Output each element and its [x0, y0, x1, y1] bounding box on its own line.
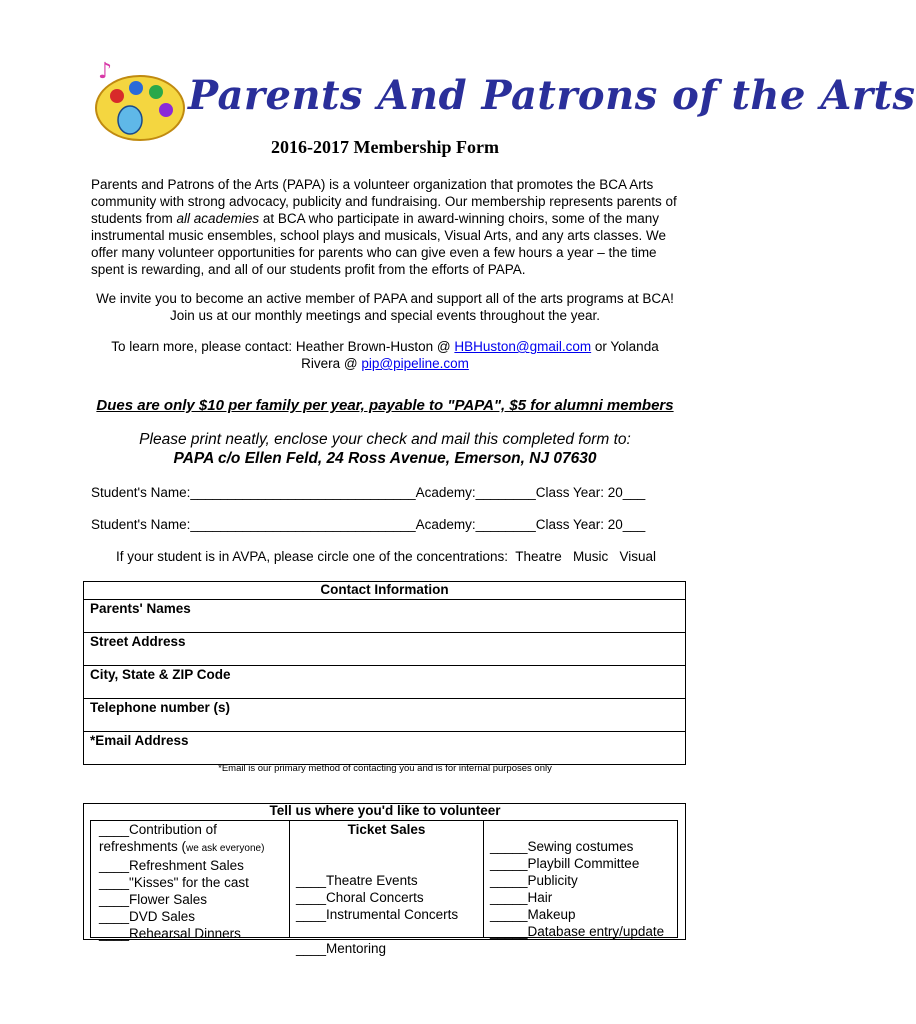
contact-table — [83, 581, 686, 765]
volunteer-item — [290, 838, 483, 855]
volunteer-item[interactable]: ____Theatre Events — [296, 873, 418, 888]
invite-line-2: Join us at our monthly meetings and special events throughout the year. — [169, 308, 600, 323]
volunteer-item[interactable]: _____Hair — [490, 890, 553, 905]
form-title: 2016-2017 Membership Form — [271, 137, 499, 157]
contact-line-1 — [60, 338, 710, 355]
student-name-line-2[interactable]: Student's Name:______________________________Academy:________Class Year: 20___ — [91, 517, 646, 532]
svg-text:♪: ♪ — [98, 59, 113, 84]
avpa-concentration-line: If your student is in AVPA, please circle one of the concentrations: Theatre Music Visual — [116, 549, 657, 564]
intro-part1: Parents and Patrons of the Arts (PAPA) is a volunteer organization that promotes the BCA Arts community with strong advocacy, publicity and fundraising. Our membership represents parents of students from — [91, 177, 677, 226]
volunteer-item[interactable]: ____Rehearsal Dinners — [99, 926, 241, 941]
papa-logo — [92, 58, 916, 146]
logo-text: Parents And Patrons of the Arts — [188, 72, 916, 119]
volunteer-item[interactable]: _____Publicity — [490, 873, 578, 888]
volunteer-column-3 — [483, 820, 678, 938]
contact-table-header: Contact Information — [84, 582, 686, 600]
contact-line-2 — [60, 355, 710, 372]
mail-instructions: Please print neatly, enclose your check and mail this completed form to: — [139, 431, 631, 448]
volunteer-item[interactable]: ____Contribution of — [99, 822, 217, 837]
volunteer-item — [290, 923, 483, 940]
volunteer-item[interactable]: _____Makeup — [490, 907, 576, 922]
volunteer-item[interactable] — [91, 838, 289, 857]
palette-icon — [92, 58, 192, 146]
contact-line2-prefix: Rivera @ — [301, 356, 362, 371]
volunteer-title: Tell us where you'd like to volunteer — [269, 803, 501, 818]
contact-prefix: To learn more, please contact: Heather Brown-Huston @ — [111, 339, 455, 354]
field-street-address[interactable]: Street Address — [84, 633, 686, 666]
volunteer-column-2 — [289, 820, 484, 956]
email-link-heather[interactable]: HBHuston@gmail.com — [454, 339, 592, 354]
volunteer-item[interactable]: ____DVD Sales — [99, 909, 196, 924]
intro-paragraph — [91, 176, 691, 278]
volunteer-item[interactable]: _____Sewing costumes — [490, 839, 634, 854]
volunteer-item[interactable]: _____Database entry/update — [490, 924, 665, 939]
mail-address: PAPA c/o Ellen Feld, 24 Ross Avenue, Emerson, NJ 07630 — [173, 450, 597, 467]
volunteer-item — [484, 821, 677, 838]
field-telephone[interactable]: Telephone number (s) — [84, 699, 686, 732]
field-email[interactable]: *Email Address — [84, 732, 686, 765]
volunteer-item[interactable]: ____Mentoring — [296, 941, 387, 956]
email-note: *Email is our primary method of contacting you and is for internal purposes only — [218, 763, 552, 774]
intro-emphasis: all academies — [176, 211, 260, 226]
volunteer-item[interactable]: ____"Kisses" for the cast — [99, 875, 249, 890]
intro-part2: at BCA who participate in award-winning choirs, some of the many instrumental music ensembles, school plays and musicals, Visual Arts, and any arts classes. We offer many volunteer opportunities for parents who can give even a few hours a year – the time spent is rewarding, and all of our students profit from the efforts of PAPA. — [91, 211, 667, 277]
volunteer-item[interactable]: ____Flower Sales — [99, 892, 208, 907]
volunteer-item[interactable]: _____Playbill Committee — [490, 856, 640, 871]
volunteer-item-note: we ask everyone) — [186, 843, 265, 854]
email-link-yolanda[interactable]: pip@pipeline.com — [361, 356, 469, 371]
volunteer-item[interactable]: ____Choral Concerts — [296, 890, 424, 905]
field-city-state-zip[interactable]: City, State & ZIP Code — [84, 666, 686, 699]
invite-line-1: We invite you to become an active member of PAPA and support all of the arts programs at BCA! — [96, 291, 674, 306]
volunteer-item[interactable]: ____Instrumental Concerts — [296, 907, 459, 922]
student-name-line-1[interactable]: Student's Name:______________________________Academy:________Class Year: 20___ — [91, 485, 646, 500]
dues-notice: Dues are only $10 per family per year, payable to "PAPA", $5 for alumni members — [96, 397, 674, 414]
ticket-sales-header: Ticket Sales — [347, 822, 426, 837]
volunteer-column-1 — [90, 820, 290, 941]
field-parents-names[interactable]: Parents' Names — [84, 600, 686, 633]
volunteer-item — [290, 855, 483, 872]
contact-middle: or Yolanda — [591, 339, 659, 354]
volunteer-item[interactable]: ____Refreshment Sales — [99, 858, 244, 873]
volunteer-item-text: refreshments ( — [99, 839, 187, 854]
